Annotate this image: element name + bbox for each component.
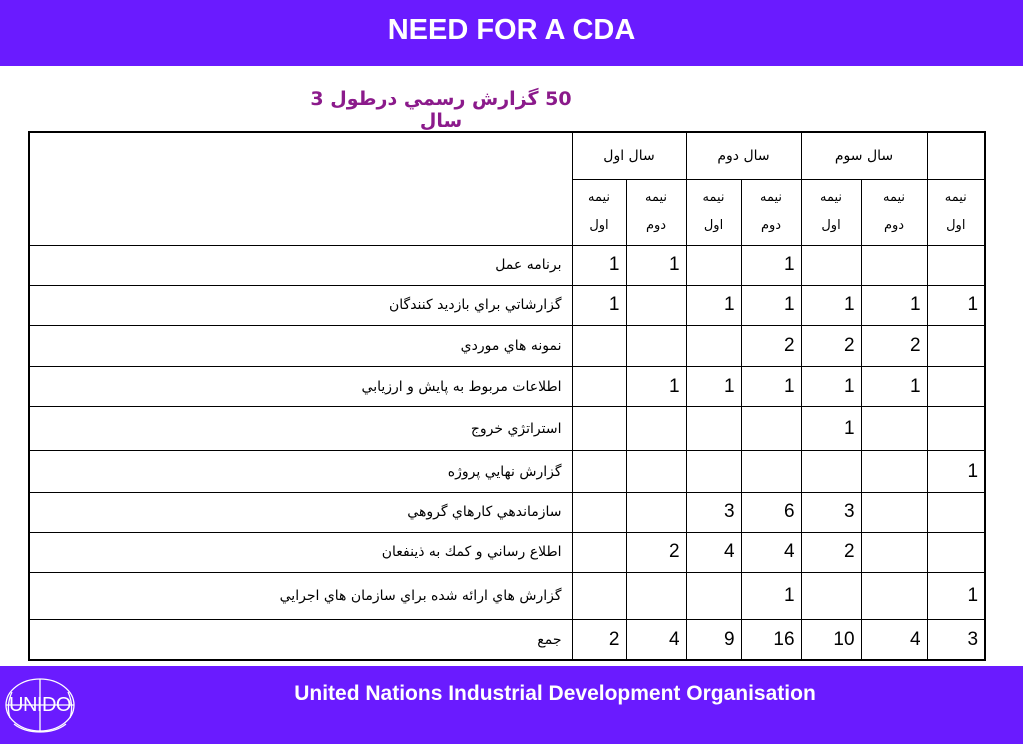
value-cell — [861, 451, 927, 492]
value-cell: 1 — [861, 367, 927, 407]
row-label: نمونه هاي موردي — [29, 325, 572, 366]
half-header-7 — [927, 180, 985, 245]
value-cell — [927, 245, 985, 285]
value-cell: 1 — [741, 285, 801, 325]
row-label: اطلاع رساني و كمك به ذينفعان — [29, 532, 572, 572]
half-header-bottom: اول — [589, 218, 609, 234]
value-cell: 1 — [572, 285, 626, 325]
value-cell — [686, 325, 741, 366]
half-header-bottom: اول — [703, 218, 724, 234]
value-cell: 9 — [686, 620, 741, 660]
value-cell — [861, 532, 927, 572]
table-row — [29, 573, 985, 620]
page-title: NEED FOR A CDA — [387, 14, 636, 46]
half-header-top: نيمه — [883, 190, 906, 206]
value-cell — [572, 492, 626, 532]
value-cell: 6 — [741, 492, 801, 532]
table-row — [29, 407, 985, 451]
table-row — [29, 325, 985, 366]
value-cell: 2 — [572, 620, 626, 660]
value-cell — [572, 451, 626, 492]
value-cell: 1 — [741, 573, 801, 620]
row-label: سازماندهي كارهاي گروهي — [29, 492, 572, 532]
table-row — [29, 492, 985, 532]
row-label: برنامه عمل — [29, 245, 572, 285]
half-header-6 — [861, 180, 927, 245]
value-cell — [626, 492, 686, 532]
value-cell — [686, 573, 741, 620]
value-cell — [626, 285, 686, 325]
value-cell — [861, 492, 927, 532]
value-cell — [686, 407, 741, 451]
total-row — [29, 620, 985, 660]
row-label: جمع — [29, 620, 572, 660]
value-cell — [686, 451, 741, 492]
value-cell: 10 — [801, 620, 861, 660]
value-cell — [801, 245, 861, 285]
half-header-bottom: اول — [946, 218, 966, 234]
value-cell — [741, 407, 801, 451]
value-cell — [861, 407, 927, 451]
value-cell — [572, 407, 626, 451]
value-cell: 2 — [741, 325, 801, 366]
value-cell: 3 — [686, 492, 741, 532]
value-cell: 2 — [626, 532, 686, 572]
value-cell — [741, 451, 801, 492]
value-cell: 4 — [861, 620, 927, 660]
value-cell: 1 — [927, 285, 985, 325]
value-cell — [686, 245, 741, 285]
value-cell: 16 — [741, 620, 801, 660]
value-cell: 1 — [572, 245, 626, 285]
half-header-bottom: دوم — [760, 218, 782, 234]
value-cell: 1 — [626, 367, 686, 407]
value-cell: 1 — [741, 367, 801, 407]
year-2-header: سال دوم — [686, 132, 801, 180]
half-header-bottom: اول — [821, 218, 841, 234]
row-label: گزارش هاي ارائه شده براي سازمان هاي اجرايي — [29, 573, 572, 620]
half-header-5 — [801, 180, 861, 245]
row-label: اطلاعات مربوط به پايش و ارزيابي — [29, 367, 572, 407]
year-3-header: سال سوم — [801, 132, 927, 180]
value-cell: 1 — [626, 245, 686, 285]
year-4-header — [927, 132, 985, 180]
value-cell: 1 — [801, 285, 861, 325]
value-cell: 4 — [686, 532, 741, 572]
half-header-1 — [572, 180, 626, 245]
table-row — [29, 532, 985, 572]
value-cell — [626, 325, 686, 366]
table-row — [29, 367, 985, 407]
value-cell — [801, 573, 861, 620]
table-row — [29, 285, 985, 325]
row-label: گزارشاتي براي بازديد كنندگان — [29, 285, 572, 325]
half-header-bottom: دوم — [645, 218, 667, 234]
row-label: استراتژي خروج — [29, 407, 572, 451]
value-cell — [927, 532, 985, 572]
value-cell — [927, 325, 985, 366]
organization-name: United Nations Industrial Development Organisation — [294, 682, 816, 705]
value-cell: 1 — [927, 451, 985, 492]
value-cell: 2 — [801, 532, 861, 572]
value-cell: 3 — [927, 620, 985, 660]
half-header-top: نيمه — [760, 190, 783, 206]
row-label: گزارش نهايي پروژه — [29, 451, 572, 492]
value-cell — [927, 492, 985, 532]
value-cell: 1 — [927, 573, 985, 620]
half-header-bottom: دوم — [883, 218, 905, 234]
value-cell: 1 — [686, 285, 741, 325]
value-cell: 2 — [801, 325, 861, 366]
table-subtitle: 50 گزارش رسمي درطول 3 سال — [310, 88, 572, 132]
value-cell — [626, 451, 686, 492]
logo-text: UNIDO — [9, 694, 71, 716]
table-row — [29, 451, 985, 492]
value-cell: 2 — [861, 325, 927, 366]
corner-cell — [29, 132, 572, 245]
value-cell — [572, 573, 626, 620]
half-header-2 — [626, 180, 686, 245]
value-cell — [927, 367, 985, 407]
value-cell: 1 — [861, 285, 927, 325]
value-cell: 3 — [801, 492, 861, 532]
half-header-top: نيمه — [944, 190, 967, 206]
half-header-top: نيمه — [644, 190, 668, 206]
value-cell — [626, 407, 686, 451]
footer-banner — [0, 666, 1023, 744]
half-header-top: نيمه — [820, 190, 843, 206]
value-cell — [861, 245, 927, 285]
year-header-row — [29, 132, 985, 180]
half-header-top: نيمه — [702, 190, 725, 206]
half-header-3 — [686, 180, 741, 245]
table-row — [29, 245, 985, 285]
value-cell: 1 — [801, 367, 861, 407]
value-cell: 4 — [741, 532, 801, 572]
value-cell — [927, 407, 985, 451]
value-cell — [801, 451, 861, 492]
value-cell — [626, 573, 686, 620]
value-cell — [572, 325, 626, 366]
half-header-top: نيمه — [587, 190, 611, 206]
value-cell: 1 — [801, 407, 861, 451]
value-cell: 1 — [741, 245, 801, 285]
half-header-4 — [741, 180, 801, 245]
header-banner — [0, 0, 1023, 66]
value-cell — [861, 573, 927, 620]
value-cell: 1 — [686, 367, 741, 407]
reports-table — [28, 131, 986, 661]
value-cell — [572, 532, 626, 572]
value-cell: 4 — [626, 620, 686, 660]
year-1-header: سال اول — [572, 132, 686, 180]
value-cell — [572, 367, 626, 407]
